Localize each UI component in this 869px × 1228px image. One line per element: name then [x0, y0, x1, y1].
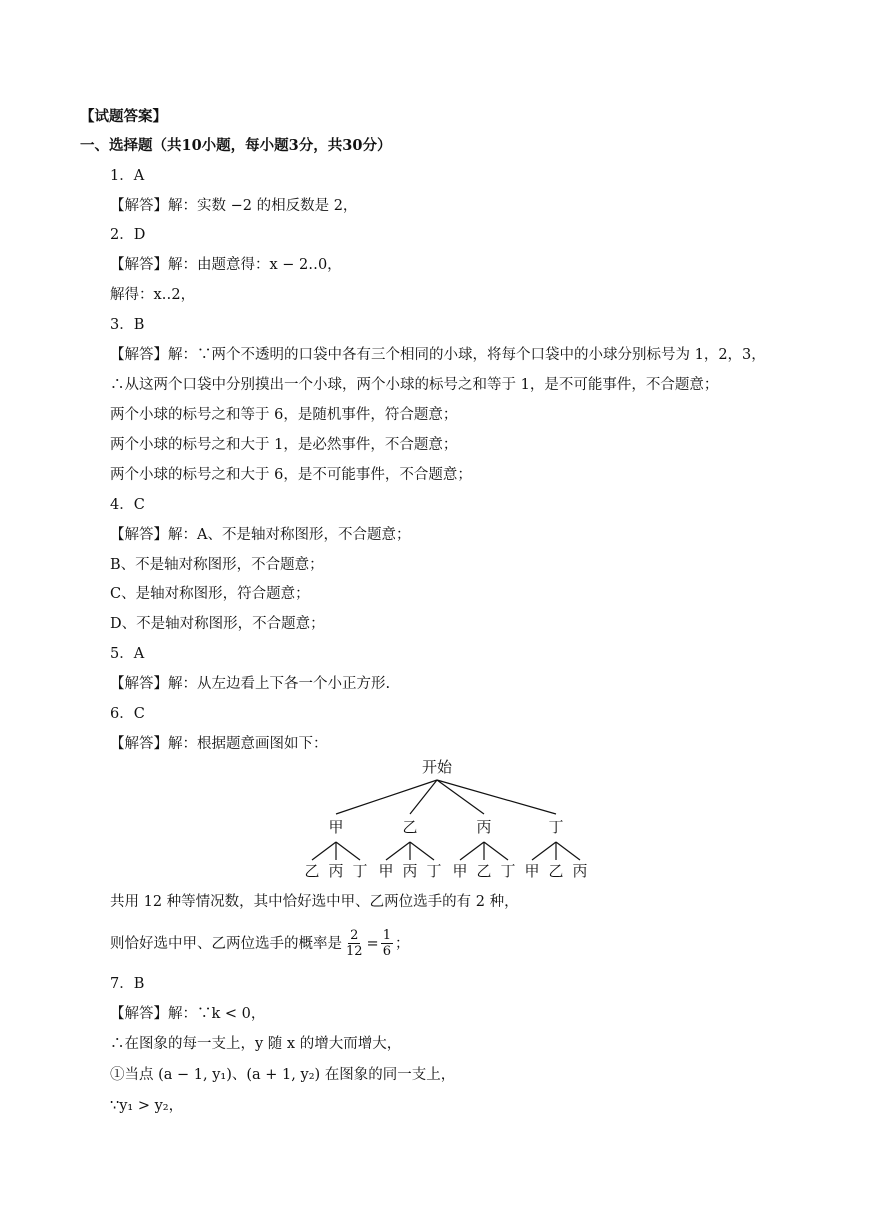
answer-heading: 【试题答案】	[80, 108, 167, 125]
tree-leaf-label: 丁	[352, 862, 368, 880]
q6-solution: 【解答】解：根据题意画图如下：	[110, 736, 328, 752]
q7-line-1: 【解答】解：∵k < 0，	[110, 1006, 266, 1022]
tree-edge	[410, 842, 434, 860]
tree-edge	[386, 842, 410, 860]
fraction-denominator: 12	[346, 944, 363, 959]
tree-branch-label: 乙	[402, 818, 418, 836]
tree-diagram	[300, 752, 600, 880]
section-title: 一、选择题（共10小题，每小题3分，共30分）	[80, 137, 392, 154]
equals-sign: =	[366, 935, 379, 952]
q7-answer: 7．B	[110, 976, 145, 992]
tree-leaf-label: 丙	[328, 862, 344, 880]
q7-line-4: ∵y₁ > y₂，	[110, 1098, 184, 1114]
q4-line-1: 【解答】解：A、不是轴对称图形，不合题意；	[110, 527, 411, 543]
q5-solution: 【解答】解：从左边看上下各一个小正方形.	[110, 676, 391, 692]
tree-edge	[336, 780, 437, 814]
tree-edge	[532, 842, 556, 860]
fraction-denominator: 6	[382, 944, 391, 959]
tree-leaf-label: 丙	[402, 862, 418, 880]
q7-line-2: ∴在图象的每一支上，y 随 x 的增大而增大，	[110, 1036, 402, 1052]
q6-answer: 6．C	[110, 706, 145, 722]
q5-answer: 5．A	[110, 646, 145, 662]
q2-answer: 2．D	[110, 227, 146, 243]
tree-root-label: 开始	[421, 758, 453, 776]
tree-branch-label: 甲	[328, 818, 344, 836]
q1-answer: 1．A	[110, 168, 145, 184]
q3-line-1: 【解答】解：∵两个不透明的口袋中各有三个相同的小球，将每个口袋中的小球分别标号为 1，2，3，	[110, 347, 766, 363]
q6-probability-line	[110, 928, 409, 959]
tree-leaf-label: 甲	[452, 862, 468, 880]
fraction-1-6	[381, 928, 393, 959]
tree-leaf-label: 丙	[572, 862, 588, 880]
q3-line-2: ∴从这两个口袋中分别摸出一个小球，两个小球的标号之和等于 1，是不可能事件，不合题意；	[110, 377, 719, 393]
tree-leaf-label: 甲	[524, 862, 540, 880]
tree-branch-label: 丙	[476, 818, 492, 836]
tree-edge	[460, 842, 484, 860]
tree-edge	[437, 780, 484, 814]
tree-edge	[312, 842, 336, 860]
tree-branch-label: 丁	[548, 818, 564, 836]
q3-line-3: 两个小球的标号之和等于 6，是随机事件，符合题意；	[110, 407, 458, 423]
fraction-2-12	[344, 928, 365, 959]
tree-edge	[484, 842, 508, 860]
q6-line-1: 共用 12 种等情况数，其中恰好选中甲、乙两位选手的有 2 种，	[110, 894, 519, 910]
tree-leaf-label: 乙	[304, 862, 320, 880]
tree-edge	[336, 842, 360, 860]
fraction-numerator: 1	[382, 928, 391, 943]
tree-edge	[556, 842, 580, 860]
q6-prob-text: 则恰好选中甲、乙两位选手的概率是	[110, 935, 342, 952]
tree-leaf-label: 乙	[476, 862, 492, 880]
q6-prob-end: ；	[394, 935, 410, 952]
tree-leaf-label: 丁	[500, 862, 516, 880]
q4-line-2: B、不是轴对称图形，不合题意；	[110, 557, 324, 573]
q1-solution: 【解答】解：实数 −2 的相反数是 2，	[110, 198, 358, 214]
tree-edge	[437, 780, 556, 814]
q2-result: 解得：x‥2，	[110, 287, 196, 303]
q7-line-3: ①当点 (a − 1, y₁)、(a + 1, y₂) 在图象的同一支上，	[110, 1067, 456, 1083]
q4-line-3: C、是轴对称图形，符合题意；	[110, 586, 310, 602]
fraction-numerator: 2	[350, 928, 359, 943]
q3-answer: 3．B	[110, 317, 145, 333]
q4-line-4: D、不是轴对称图形，不合题意；	[110, 616, 325, 632]
tree-leaf-label: 丁	[426, 862, 442, 880]
q2-solution: 【解答】解：由题意得：x − 2‥0，	[110, 257, 342, 273]
q3-line-4: 两个小球的标号之和大于 1，是必然事件，不合题意；	[110, 437, 458, 453]
tree-leaf-label: 甲	[378, 862, 394, 880]
q4-answer: 4．C	[110, 497, 145, 513]
q3-line-5: 两个小球的标号之和大于 6，是不可能事件，不合题意；	[110, 467, 472, 483]
tree-leaf-label: 乙	[548, 862, 564, 880]
